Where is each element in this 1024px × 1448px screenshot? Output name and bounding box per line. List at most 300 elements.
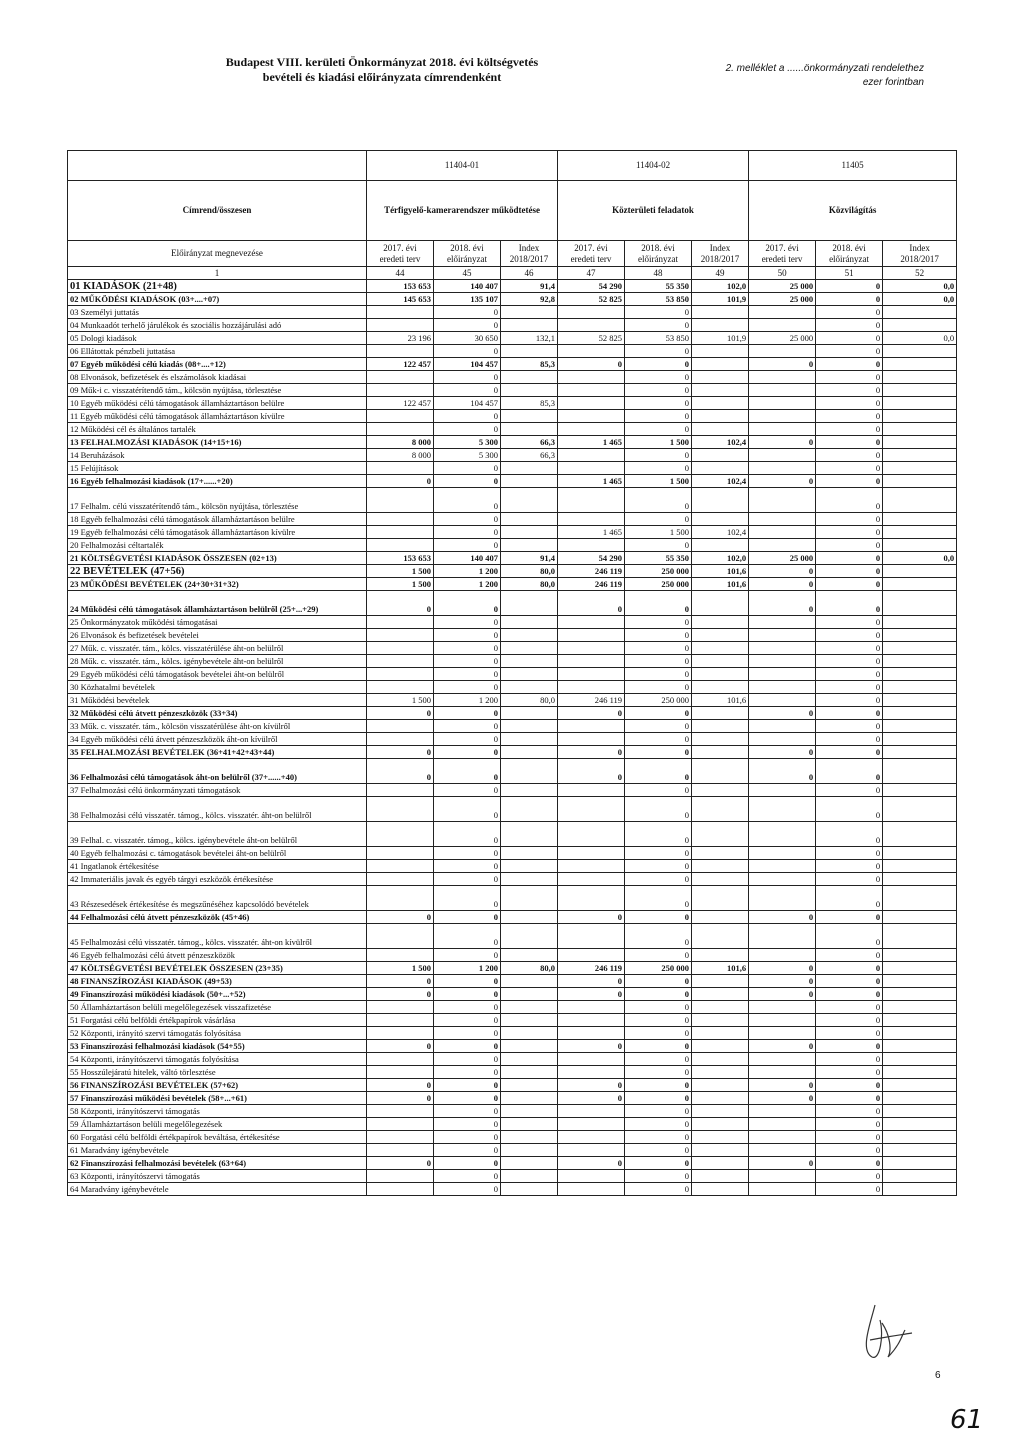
value-cell [501, 616, 558, 629]
value-cell: 0 [558, 975, 625, 988]
subheader-cell: 2018. évi előirányzat [625, 241, 692, 267]
table-row [68, 924, 957, 949]
value-cell [883, 655, 957, 668]
value-cell: 0 [434, 1144, 501, 1157]
value-cell: 92,8 [501, 293, 558, 306]
value-cell: 0 [625, 733, 692, 746]
value-cell [883, 975, 957, 988]
value-cell [692, 784, 749, 797]
value-cell: 0 [367, 1157, 434, 1170]
value-cell [501, 720, 558, 733]
value-cell [883, 488, 957, 513]
value-cell [883, 371, 957, 384]
value-cell [558, 1105, 625, 1118]
value-cell [367, 1027, 434, 1040]
column-number: 48 [625, 267, 692, 280]
value-cell: 0 [625, 975, 692, 988]
value-cell: 0 [625, 371, 692, 384]
value-cell [558, 924, 625, 949]
value-cell [501, 1040, 558, 1053]
value-cell [501, 629, 558, 642]
value-cell: 0 [749, 436, 816, 449]
row-label: 28 Műk. c. visszatér. tám., kölcs. igénybevétele áht-on belülről [68, 655, 367, 668]
value-cell: 0 [749, 1092, 816, 1105]
value-cell [501, 1157, 558, 1170]
table-row [68, 949, 957, 962]
row-label: 60 Forgatási célú belföldi értékpapírok beváltása, értékesítése [68, 1131, 367, 1144]
value-cell [558, 655, 625, 668]
value-cell [749, 306, 816, 319]
value-cell: 0 [367, 707, 434, 720]
table-row [68, 681, 957, 694]
table-row [68, 616, 957, 629]
value-cell: 30 650 [434, 332, 501, 345]
value-cell: 0 [816, 565, 883, 578]
value-cell [558, 873, 625, 886]
row-label: 17 Felhalm. célú visszatérítendő tám., kölcsön nyújtása, törlesztése [68, 488, 367, 513]
subheader-cell: 2017. évi eredeti terv [558, 241, 625, 267]
value-cell: 0 [434, 733, 501, 746]
value-cell [558, 539, 625, 552]
value-cell: 0 [625, 462, 692, 475]
value-cell: 0 [816, 384, 883, 397]
value-cell: 1 200 [434, 578, 501, 591]
table-row [68, 565, 957, 578]
row-label: 13 FELHALMOZÁSI KIADÁSOK (14+15+16) [68, 436, 367, 449]
value-cell: 0 [625, 1040, 692, 1053]
value-cell [692, 513, 749, 526]
value-cell: 135 107 [434, 293, 501, 306]
value-cell [749, 319, 816, 332]
value-cell: 0 [625, 642, 692, 655]
value-cell [692, 746, 749, 759]
value-cell [558, 319, 625, 332]
value-cell: 0 [749, 746, 816, 759]
value-cell [692, 911, 749, 924]
value-cell [749, 345, 816, 358]
value-cell [558, 1053, 625, 1066]
value-cell: 0 [625, 797, 692, 822]
column-number: 47 [558, 267, 625, 280]
value-cell: 0 [816, 642, 883, 655]
value-cell: 0 [749, 591, 816, 616]
value-cell: 0 [434, 1027, 501, 1040]
value-cell [692, 759, 749, 784]
value-cell [501, 733, 558, 746]
value-cell [749, 1066, 816, 1079]
col-name-3: Közvilágítás [749, 181, 957, 241]
value-cell: 0 [558, 1157, 625, 1170]
value-cell [558, 462, 625, 475]
value-cell [692, 988, 749, 1001]
value-cell: 0 [625, 616, 692, 629]
value-cell: 0 [816, 449, 883, 462]
table-row [68, 694, 957, 707]
value-cell [367, 1118, 434, 1131]
row-label: 16 Egyéb felhalmozási kiadások (17+......+20) [68, 475, 367, 488]
value-cell [558, 423, 625, 436]
value-cell [367, 822, 434, 847]
value-cell [501, 462, 558, 475]
value-cell: 0 [434, 1157, 501, 1170]
value-cell: 0 [625, 924, 692, 949]
value-cell: 0 [816, 358, 883, 371]
value-cell: 0 [749, 962, 816, 975]
table-row [68, 1040, 957, 1053]
value-cell: 91,4 [501, 280, 558, 293]
value-cell [558, 345, 625, 358]
value-cell: 0 [434, 886, 501, 911]
header-blank [68, 151, 367, 181]
value-cell [367, 847, 434, 860]
table-row [68, 552, 957, 565]
cimrend-label: Címrend/összesen [68, 181, 367, 241]
value-cell [749, 1001, 816, 1014]
value-cell [692, 358, 749, 371]
value-cell [883, 1001, 957, 1014]
row-label: 02 MŰKÖDÉSI KIADÁSOK (03+....+07) [68, 293, 367, 306]
row-label: 52 Központi, irányító szervi támogatás folyósítása [68, 1027, 367, 1040]
value-cell [883, 1066, 957, 1079]
value-cell [692, 591, 749, 616]
value-cell [692, 1131, 749, 1144]
value-cell: 0 [625, 1001, 692, 1014]
value-cell [501, 988, 558, 1001]
value-cell: 0 [625, 707, 692, 720]
value-cell [558, 1118, 625, 1131]
value-cell: 246 119 [558, 694, 625, 707]
value-cell: 0 [434, 822, 501, 847]
row-label: 44 Felhalmozási célú átvett pénzeszközök (45+46) [68, 911, 367, 924]
row-label: 36 Felhalmozási célú támogatások áht-on belülről (37+......+40) [68, 759, 367, 784]
value-cell [692, 306, 749, 319]
value-cell [883, 513, 957, 526]
value-cell [749, 694, 816, 707]
value-cell: 0 [625, 988, 692, 1001]
row-label: 41 Ingatlanok értékesítése [68, 860, 367, 873]
elo-nev-label: Előirányzat megnevezése [68, 241, 367, 267]
value-cell [367, 319, 434, 332]
value-cell [749, 860, 816, 873]
value-cell [367, 616, 434, 629]
value-cell [501, 1092, 558, 1105]
value-cell [692, 1157, 749, 1170]
table-row [68, 319, 957, 332]
value-cell [558, 822, 625, 847]
value-cell: 250 000 [625, 962, 692, 975]
value-cell: 0 [625, 513, 692, 526]
value-cell [558, 306, 625, 319]
value-cell [501, 1118, 558, 1131]
value-cell: 0 [434, 423, 501, 436]
value-cell [883, 1092, 957, 1105]
value-cell: 0 [816, 1014, 883, 1027]
value-cell: 0 [367, 1092, 434, 1105]
value-cell: 0 [434, 345, 501, 358]
value-cell [501, 371, 558, 384]
value-cell: 0 [749, 911, 816, 924]
row-label: 56 FINANSZÍROZÁSI BEVÉTELEK (57+62) [68, 1079, 367, 1092]
value-cell: 0 [434, 847, 501, 860]
value-cell: 0 [816, 345, 883, 358]
value-cell: 0 [434, 681, 501, 694]
value-cell: 145 653 [367, 293, 434, 306]
subheader-cell: 2018. évi előirányzat [816, 241, 883, 267]
row-label: 11 Egyéb működési célú támogatások államháztartáson kívülre [68, 410, 367, 423]
table-row [68, 293, 957, 306]
value-cell [692, 1001, 749, 1014]
value-cell [692, 1144, 749, 1157]
value-cell [883, 384, 957, 397]
value-cell: 0 [816, 746, 883, 759]
value-cell [883, 847, 957, 860]
value-cell: 0 [816, 759, 883, 784]
value-cell: 0 [434, 629, 501, 642]
value-cell: 0 [434, 975, 501, 988]
row-label: 59 Államháztartáson belüli megelőlegezések [68, 1118, 367, 1131]
value-cell: 0 [558, 746, 625, 759]
value-cell [692, 720, 749, 733]
handwritten-number: 61 [950, 1405, 984, 1435]
value-cell [749, 681, 816, 694]
value-cell: 102,0 [692, 280, 749, 293]
value-cell: 0 [558, 1092, 625, 1105]
value-cell: 25 000 [749, 280, 816, 293]
table-row [68, 578, 957, 591]
value-cell: 0 [816, 847, 883, 860]
value-cell [883, 668, 957, 681]
value-cell [883, 629, 957, 642]
table-row [68, 1170, 957, 1183]
value-cell: 246 119 [558, 962, 625, 975]
value-cell [749, 397, 816, 410]
value-cell: 0 [749, 1079, 816, 1092]
value-cell [501, 860, 558, 873]
value-cell [749, 1170, 816, 1183]
value-cell: 0 [558, 1040, 625, 1053]
table-row [68, 962, 957, 975]
value-cell [692, 1079, 749, 1092]
value-cell [749, 924, 816, 949]
row-label: 24 Működési célú támogatások államháztartáson belülről (25+...+29) [68, 591, 367, 616]
value-cell: 0 [816, 668, 883, 681]
value-cell [558, 860, 625, 873]
value-cell: 102,4 [692, 475, 749, 488]
value-cell [501, 642, 558, 655]
signature [850, 1295, 930, 1365]
value-cell: 0 [434, 1053, 501, 1066]
value-cell: 0 [625, 1053, 692, 1066]
value-cell [883, 642, 957, 655]
value-cell [749, 797, 816, 822]
value-cell: 0 [816, 332, 883, 345]
value-cell: 1 200 [434, 694, 501, 707]
value-cell: 0 [367, 746, 434, 759]
value-cell [558, 1001, 625, 1014]
unit-note: ezer forintban [862, 77, 924, 88]
value-cell [749, 1105, 816, 1118]
table-row [68, 720, 957, 733]
value-cell [501, 784, 558, 797]
value-cell [501, 1105, 558, 1118]
value-cell: 0 [816, 707, 883, 720]
value-cell: 0 [816, 526, 883, 539]
value-cell [501, 949, 558, 962]
table-row [68, 975, 957, 988]
row-label: 62 Finanszírozási felhalmozási bevételek (63+64) [68, 1157, 367, 1170]
value-cell: 0 [625, 655, 692, 668]
value-cell [883, 1170, 957, 1183]
value-cell [883, 1118, 957, 1131]
value-cell [749, 462, 816, 475]
value-cell: 0 [625, 410, 692, 423]
value-cell: 66,3 [501, 449, 558, 462]
column-number: 50 [749, 267, 816, 280]
value-cell: 1 500 [367, 565, 434, 578]
value-cell [501, 1131, 558, 1144]
value-cell: 0 [367, 475, 434, 488]
value-cell: 0 [434, 539, 501, 552]
value-cell: 0 [434, 1040, 501, 1053]
value-cell [558, 1144, 625, 1157]
value-cell: 0 [625, 847, 692, 860]
value-cell: 0 [816, 655, 883, 668]
value-cell [501, 975, 558, 988]
row-label: 55 Hosszúlejáratú hitelek, váltó törlesztése [68, 1066, 367, 1079]
row-label: 35 FELHALMOZÁSI BEVÉTELEK (36+41+42+43+44) [68, 746, 367, 759]
value-cell: 0 [625, 822, 692, 847]
value-cell: 0 [816, 397, 883, 410]
value-cell [501, 1066, 558, 1079]
row-label: 14 Beruházások [68, 449, 367, 462]
value-cell: 0 [816, 733, 883, 746]
value-cell [749, 1131, 816, 1144]
value-cell: 8 000 [367, 436, 434, 449]
value-cell: 0 [816, 1053, 883, 1066]
value-cell: 0 [749, 975, 816, 988]
value-cell [692, 733, 749, 746]
column-number: 46 [501, 267, 558, 280]
value-cell: 250 000 [625, 694, 692, 707]
value-cell: 0 [749, 565, 816, 578]
value-cell [558, 397, 625, 410]
value-cell [501, 847, 558, 860]
value-cell: 0 [816, 1157, 883, 1170]
value-cell [692, 423, 749, 436]
value-cell: 0 [625, 949, 692, 962]
value-cell [558, 1014, 625, 1027]
value-cell [883, 616, 957, 629]
value-cell: 0 [625, 1157, 692, 1170]
row-label: 06 Ellátottak pénzbeli juttatása [68, 345, 367, 358]
value-cell [558, 720, 625, 733]
value-cell: 0 [625, 1027, 692, 1040]
value-cell [883, 591, 957, 616]
value-cell [501, 475, 558, 488]
value-cell [883, 720, 957, 733]
value-cell: 0 [816, 371, 883, 384]
row-label: 40 Egyéb felhalmozási c. támogatások bevételei áht-on belülről [68, 847, 367, 860]
value-cell: 0 [625, 720, 692, 733]
value-cell [367, 642, 434, 655]
value-cell: 0 [816, 1118, 883, 1131]
table-row [68, 873, 957, 886]
value-cell: 0 [367, 1079, 434, 1092]
value-cell: 1 465 [558, 436, 625, 449]
table-row [68, 707, 957, 720]
value-cell: 0 [816, 1040, 883, 1053]
value-cell: 246 119 [558, 578, 625, 591]
value-cell [367, 1105, 434, 1118]
value-cell: 0 [816, 988, 883, 1001]
value-cell [558, 1170, 625, 1183]
value-cell [883, 1014, 957, 1027]
value-cell [883, 565, 957, 578]
value-cell [692, 860, 749, 873]
value-cell: 102,4 [692, 526, 749, 539]
value-cell: 0 [816, 797, 883, 822]
value-cell [558, 1027, 625, 1040]
value-cell: 0 [434, 784, 501, 797]
value-cell: 101,9 [692, 293, 749, 306]
value-cell [367, 1183, 434, 1196]
value-cell: 5 300 [434, 449, 501, 462]
value-cell: 0 [434, 924, 501, 949]
value-cell [367, 733, 434, 746]
value-cell [692, 539, 749, 552]
value-cell [692, 616, 749, 629]
value-cell: 0 [816, 1170, 883, 1183]
value-cell: 0 [625, 358, 692, 371]
value-cell: 0 [816, 591, 883, 616]
value-cell: 0 [816, 1066, 883, 1079]
value-cell [883, 410, 957, 423]
row-label: 34 Egyéb működési célú átvett pénzeszközök áht-on kívülről [68, 733, 367, 746]
table-row [68, 1157, 957, 1170]
table-row [68, 513, 957, 526]
value-cell [883, 784, 957, 797]
value-cell [883, 873, 957, 886]
value-cell: 0 [625, 1183, 692, 1196]
value-cell [883, 1105, 957, 1118]
value-cell [558, 488, 625, 513]
table-row [68, 397, 957, 410]
budget-table [67, 150, 957, 1196]
value-cell: 0 [434, 655, 501, 668]
table-row [68, 475, 957, 488]
value-cell [692, 655, 749, 668]
value-cell [558, 733, 625, 746]
value-cell: 0 [816, 1001, 883, 1014]
row-label: 45 Felhalmozási célú visszatér. támog., kölcs. visszatér. áht-on kívülről [68, 924, 367, 949]
value-cell [367, 655, 434, 668]
value-cell: 0 [816, 681, 883, 694]
value-cell: 53 850 [625, 293, 692, 306]
row-label: 42 Immateriális javak és egyéb tárgyi eszközök értékesítése [68, 873, 367, 886]
value-cell [501, 591, 558, 616]
value-cell [501, 1014, 558, 1027]
table-row [68, 1014, 957, 1027]
value-cell [367, 423, 434, 436]
value-cell [883, 319, 957, 332]
row-label: 21 KÖLTSÉGVETÉSI KIADÁSOK ÖSSZESEN (02+13) [68, 552, 367, 565]
document-subtitle: bevételi és kiadási előirányzata címrendenként [262, 70, 502, 84]
value-cell: 0 [625, 873, 692, 886]
value-cell: 0 [434, 488, 501, 513]
value-cell: 132,1 [501, 332, 558, 345]
table-row [68, 1131, 957, 1144]
value-cell: 0 [434, 1131, 501, 1144]
